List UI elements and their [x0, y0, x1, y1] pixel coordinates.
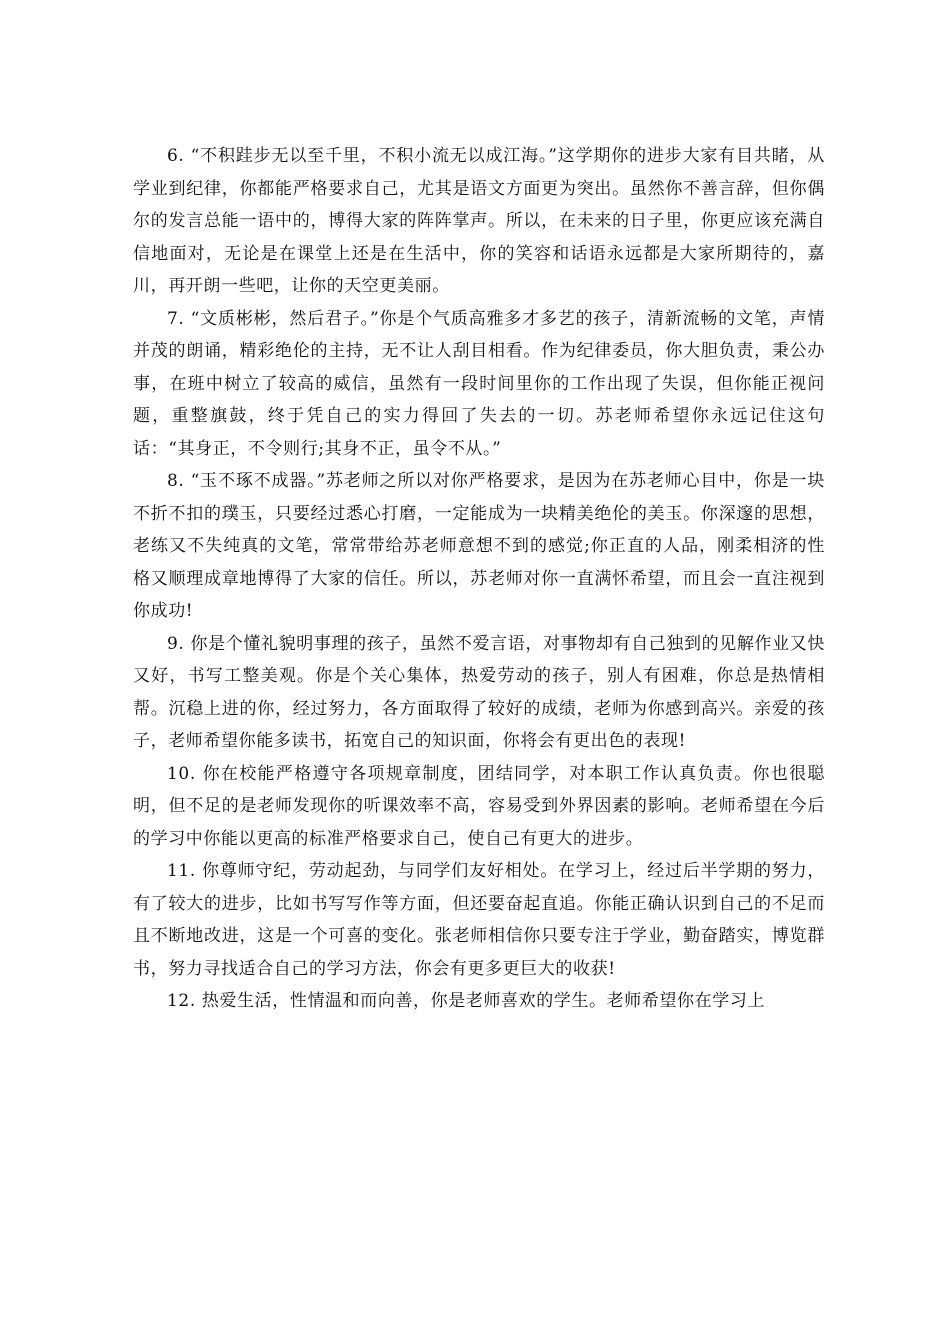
comment-paragraph-10: 10. 你在校能严格遵守各项规章制度，团结同学，对本职工作认真负责。你也很聪明，但不足的是老师发现你的听课效率不高，容易受到外界因素的影响。老师希望在今后的学习中你能以更高的标准严格要求自己，使自己有更大的进步。 [133, 763, 825, 849]
comment-paragraph-11: 11. 你尊师守纪，劳动起劲，与同学们友好相处。在学习上，经过后半学期的努力，有了较大的进步，比如书写写作等方面，但还要奋起直追。你能正确认识到自己的不足而且不断地改进，这是一个可喜的变化。张老师相信你只要专注于学业，勤奋踏实，博览群书，努力寻找适合自己的学习方法，你会有更多更巨大的收获! [133, 861, 825, 979]
comment-paragraph-9: 9. 你是个懂礼貌明事理的孩子，虽然不爱言语，对事物却有自己独到的见解作业又快又好，书写工整美观。你是个关心集体，热爱劳动的孩子，别人有困难，你总是热情相帮。沉稳上进的你，经过努力，各方面取得了较好的成绩，老师为你感到高兴。亲爱的孩子，老师希望你能多读书，拓宽自己的知识面，你将会有更出色的表现! [133, 633, 825, 751]
comment-paragraph-12: 12. 热爱生活，性情温和而向善，你是老师喜欢的学生。老师希望你在学习上 [167, 991, 766, 1011]
comment-paragraph-8: 8. “玉不琢不成器。”苏老师之所以对你严格要求，是因为在苏老师心目中，你是一块不折不扣的璞玉，只要经过悉心打磨，一定能成为一块精美绝伦的美玉。你深邃的思想，老练又不失纯真的文笔，常常带给苏老师意想不到的感觉;你正直的人品，刚柔相济的性格又顺理成章地博得了大家的信任。所以，苏老师对你一直满怀希望，而且会一直注视到你成功! [133, 471, 825, 621]
comment-paragraph-7: 7. “文质彬彬，然后君子。”你是个气质高雅多才多艺的孩子，清新流畅的文笔，声情并茂的朗诵，精彩绝伦的主持，无不让人刮目相看。作为纪律委员，你大胆负责，秉公办事，在班中树立了较高的威信，虽然有一段时间里你的工作出现了失误，但你能正视问题，重整旗鼓，终于凭自己的实力得回了失去的一切。苏老师希望你永远记住这句话：“其身正，不令则行;其身不正，虽令不从。” [133, 308, 825, 459]
comment-paragraph-6: 6. “不积跬步无以至千里，不积小流无以成江海。”这学期你的进步大家有目共睹，从学业到纪律，你都能严格要求自己，尤其是语文方面更为突出。虽然你不善言辞，但你偶尔的发言总能一语中的，博得大家的阵阵掌声。所以，在未来的日子里，你更应该充满自信地面对，无论是在课堂上还是在生活中，你的笑容和话语永远都是大家所期待的，嘉川，再开朗一些吧，让你的天空更美丽。 [133, 146, 825, 296]
document-body [133, 140, 825, 1018]
